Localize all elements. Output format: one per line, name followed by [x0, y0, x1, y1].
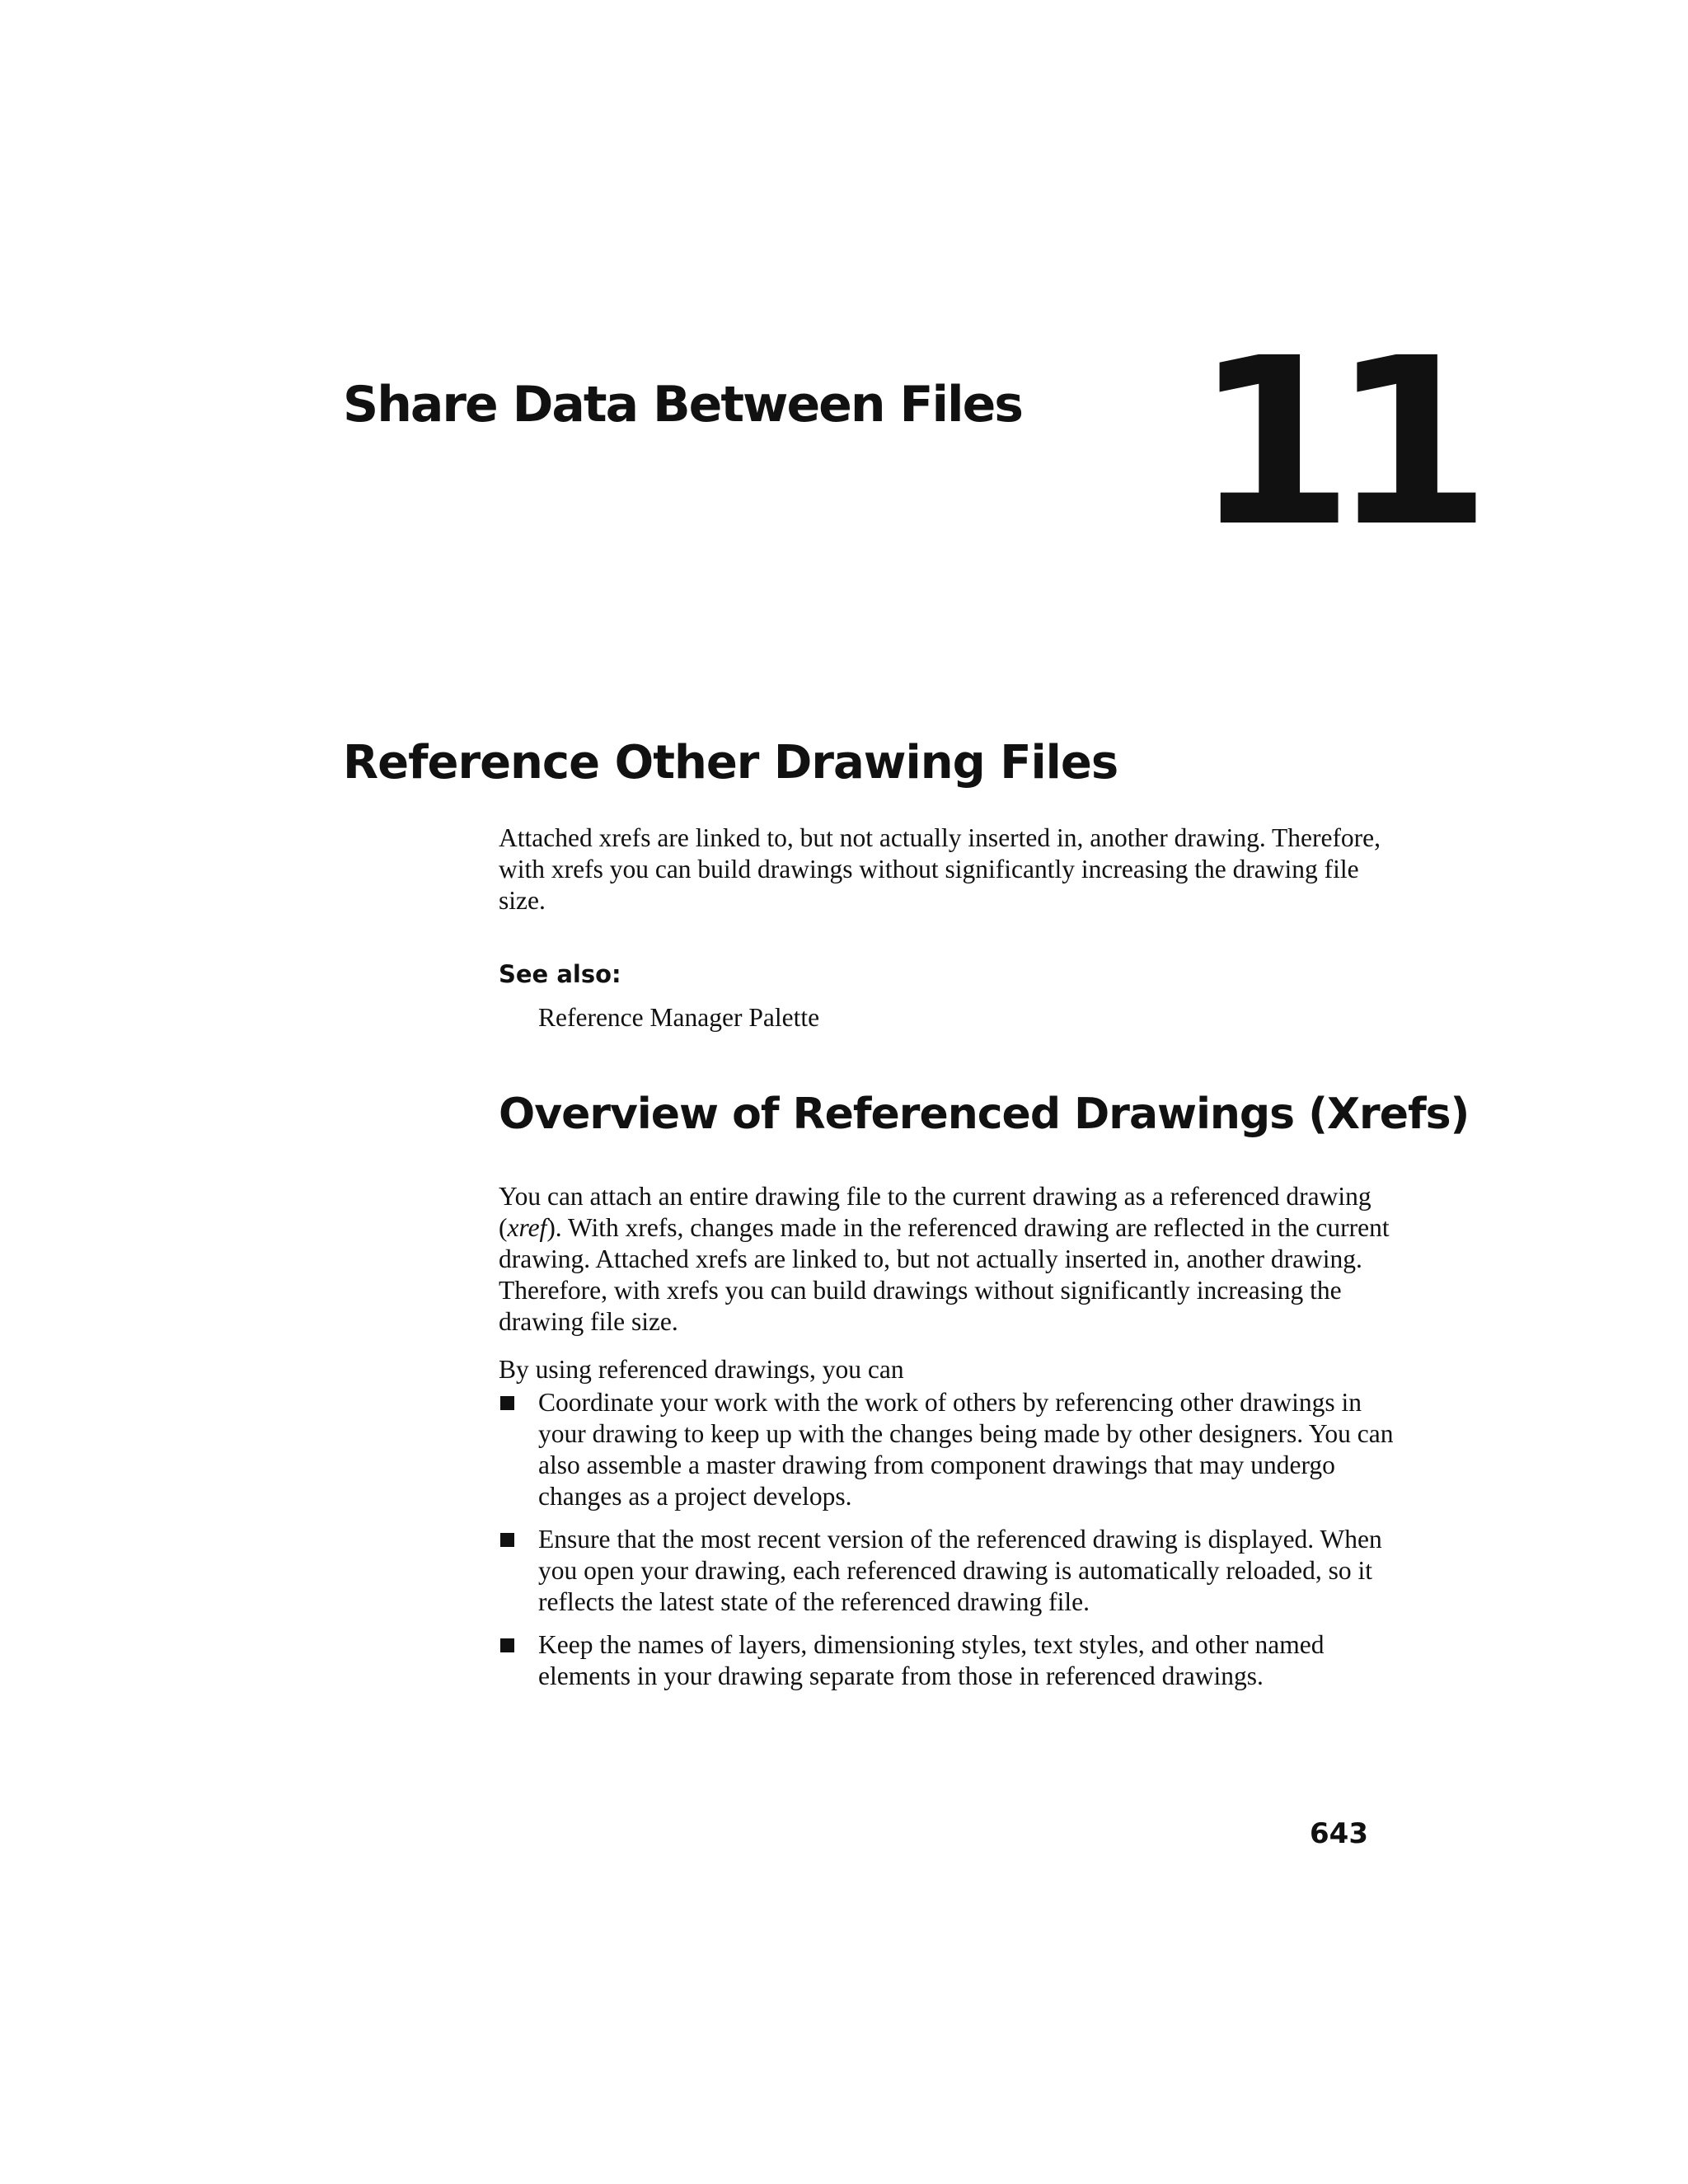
body-content [499, 823, 1470, 1704]
page-number: 643 [1310, 1817, 1368, 1850]
section-intro: Attached xrefs are linked to, but not actually inserted in, another drawing. Therefore, with xrefs you can build drawings without significantly increasing the drawing file size. [499, 823, 1381, 915]
list-item-text: Coordinate your work with the work of others by referencing other drawings in your drawing to keep up with the changes being made by other designers. You can also assemble a master drawing from component drawings that may undergo changes as a project develops. [538, 1388, 1394, 1511]
benefit-list [499, 1387, 1397, 1692]
list-item-text: Ensure that the most recent version of the referenced drawing is displayed. When you open your drawing, each referenced drawing is automatically reloaded, so it reflects the latest state of the referenced drawing file. [538, 1525, 1382, 1617]
list-item [499, 1524, 1397, 1618]
section-title: Reference Other Drawing Files [343, 736, 1118, 790]
square-bullet-icon [500, 1533, 514, 1547]
overview-text-end: ). With xrefs, changes made in the referenced drawing are reflected in the current drawing. Attached xrefs are linked to, but not actually inserted in, another drawing. Therefore, with xrefs you can build drawings without significantly increasing the drawing file size. [499, 1213, 1390, 1337]
overview-text-start: You can attach an entire drawing file to the current drawing as a referenced drawing ( [499, 1182, 1372, 1243]
chapter-title: Share Data Between Files [343, 376, 1022, 434]
subsection-title: Overview of Referenced Drawings (Xrefs) [499, 1090, 1470, 1139]
list-item [499, 1387, 1397, 1512]
list-lead: By using referenced drawings, you can [499, 1355, 904, 1385]
overview-paragraph [499, 1181, 1397, 1338]
square-bullet-icon [500, 1638, 514, 1652]
xref-term: xref [507, 1213, 547, 1243]
see-also-link[interactable]: Reference Manager Palette [538, 1003, 820, 1032]
square-bullet-icon [500, 1396, 514, 1410]
chapter-number: 11 [1193, 309, 1469, 578]
see-also-heading: See also: [499, 960, 621, 988]
list-item-text: Keep the names of layers, dimensioning styles, text styles, and other named elements in your drawing separate from those in referenced drawings. [538, 1630, 1325, 1691]
list-item [499, 1629, 1397, 1692]
